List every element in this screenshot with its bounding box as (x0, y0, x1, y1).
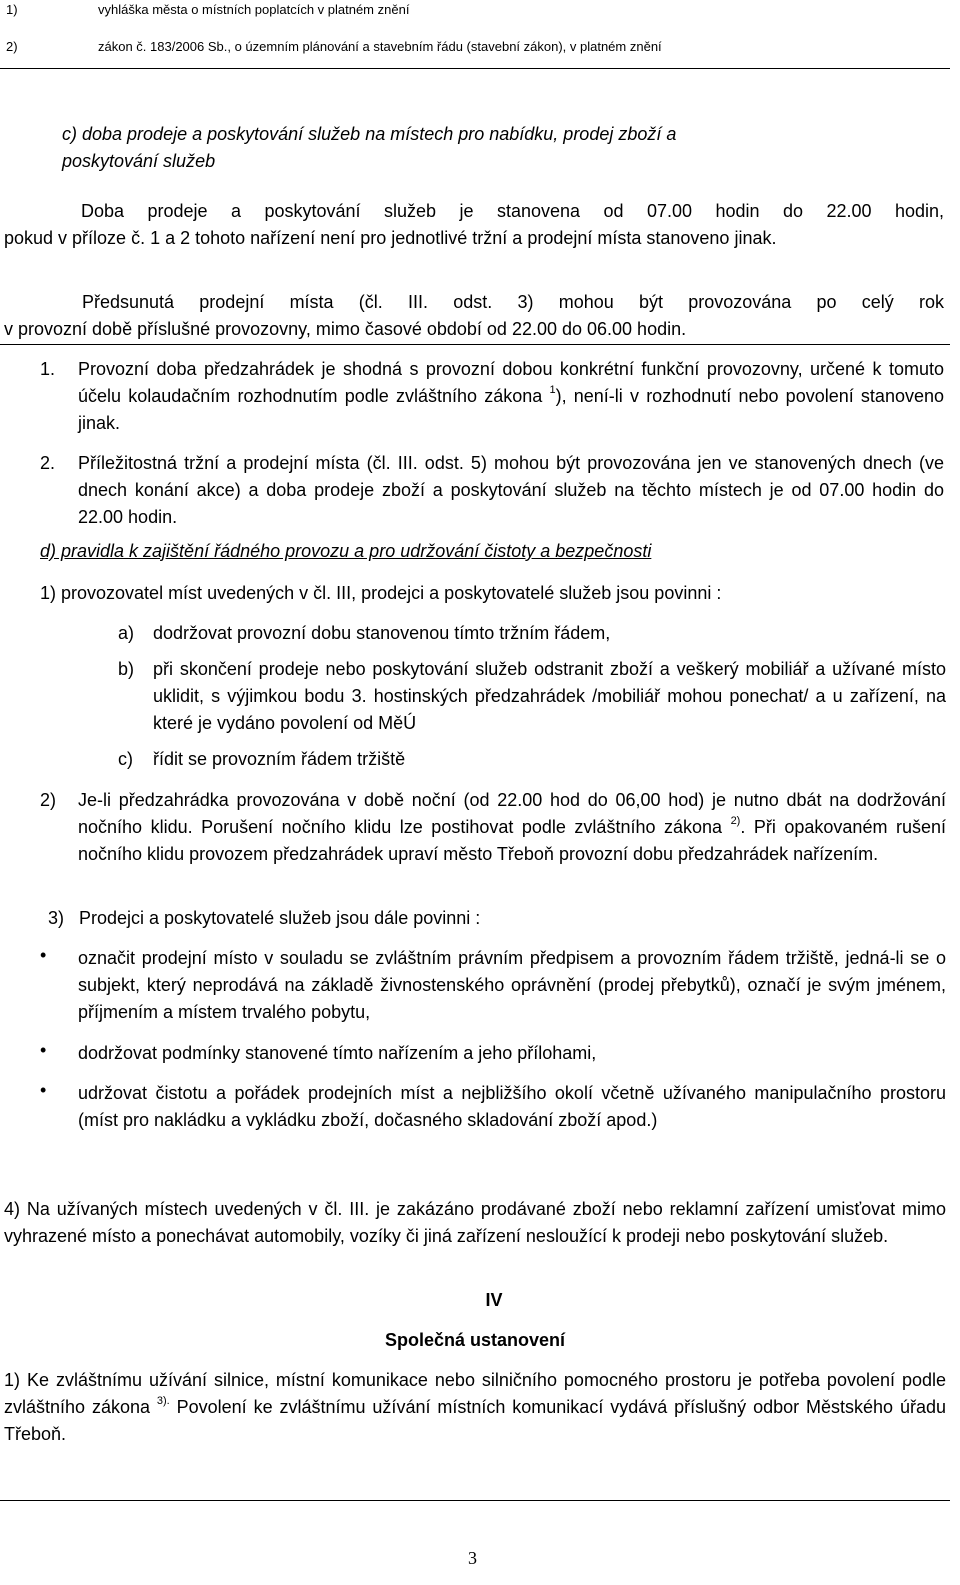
item-letter: b) (118, 659, 135, 679)
section-d-paragraph-3: 3) Prodejci a poskytovatelé služeb jsou dále povinni : (48, 908, 481, 928)
section-c-heading (62, 121, 922, 175)
bullet-icon: • (40, 945, 47, 965)
paragraph-text: pokud v příloze č. 1 a 2 tohoto nařízení není pro jednotlivé tržní a prodejní místa stanoveno jinak. (4, 228, 777, 248)
item-number: 2. (40, 453, 56, 473)
duty-item-c: řídit se provozním řádem tržiště (153, 749, 406, 769)
section-d-paragraph-4: 4) Na užívaných místech uvedených v čl. III. je zakázáno prodávané zboží nebo reklamní zařízení umisťovat mimo vyhrazené místo a ponechávat automobily, vozíky či jiná zařízení nesloužící k prodeji nebo poskytování služeb. (4, 1199, 946, 1246)
bullet-item-2: dodržovat podmínky stanovené tímto nařízením a jeho přílohami, (78, 1043, 597, 1063)
bullet-icon: • (40, 1080, 47, 1100)
item-text: Provozní doba předzahrádek je shodná s provozní dobou konkrétní funkční provozovny, určené k tomuto účelu kolaudačním rozhodnutím podle zvláštního zákona (78, 359, 944, 406)
section-d-heading: d) pravidla k zajištění řádného provozu a pro udržování čistoty a bezpečnosti (40, 541, 652, 561)
paragraph-text: 1) Ke zvláštnímu užívání silnice, místní komunikace nebo silničního pomocného prostoru je potřeba povolení podle zvláštního zákona (4, 1370, 946, 1417)
heading-line: c) doba prodeje a poskytování služeb na místech pro nabídku, prodej zboží a (62, 124, 677, 144)
separator-line (0, 344, 950, 345)
page-number: 3 (468, 1548, 477, 1568)
heading-line: poskytování služeb (62, 151, 216, 171)
section-c-item-2 (78, 450, 944, 531)
item-letter: c) (118, 749, 133, 769)
section-c-item-1 (78, 356, 944, 437)
footnote-number: 2) (6, 39, 18, 54)
bullet-item-1: označit prodejní místo v souladu se zvláštním právním předpisem a provozním řádem tržiště, jedná-li se o subjekt, který neprodává na základě živnostenského oprávnění (prodej přebytků), označí je svým jménem, příjmením a místem trvalého pobytu, (78, 948, 946, 1022)
footnote-separator (0, 68, 950, 69)
footnote-ref: 1 (549, 384, 556, 396)
section-number: IV (485, 1290, 503, 1310)
footnote-1 (6, 2, 906, 20)
paragraph-line: Doba prodeje a poskytování služeb je stanovena od 07.00 hodin do 22.00 hodin, (81, 201, 944, 221)
footnote-ref: 3). (156, 1395, 170, 1407)
footnote-text: vyhláška města o místních poplatcích v platném znění (98, 2, 410, 17)
footnote-number: 1) (6, 2, 18, 17)
item-letter: a) (118, 623, 135, 643)
paragraph-text: Je-li předzahrádka provozována v době noční (od 22.00 hod do 06,00 hod) je nutno dbát na dodržování nočního klidu. Porušení nočního klidu lze postihovat podle zvláštního zákona (78, 790, 946, 837)
paragraph-text: . Při opakovaném rušení nočního klidu provozem předzahrádek upraví město Třeboň provozní dobu předzahrádek nařízením. (78, 817, 946, 864)
section-c-paragraph-2 (4, 289, 944, 343)
paragraph-number: 2) (40, 790, 57, 810)
item-text: ), není-li v rozhodnutí nebo povolení stanoveno jinak. (78, 386, 944, 433)
section-d-paragraph-2 (78, 787, 946, 868)
footnote-text: zákon č. 183/2006 Sb., o územním plánování a stavebním řádu (stavební zákon), v platném znění (98, 39, 662, 54)
footer-separator (0, 1500, 950, 1501)
bullet-item-3: udržovat čistotu a pořádek prodejních míst a nejbližšího okolí včetně užívaného manipulačního prostoru (míst pro nakládku a vykládku zboží, dočasného skladování zboží apod.) (78, 1083, 946, 1130)
paragraph-line: Předsunutá prodejní místa (čl. III. odst. 3) mohou být provozována po celý rok (82, 292, 944, 312)
paragraph-text: Povolení ke zvláštnímu užívání místních komunikací vydává příslušný odbor Městského úřadu Třeboň. (4, 1397, 946, 1444)
bullet-icon: • (40, 1040, 47, 1060)
paragraph-line: v provozní době příslušné provozovny, mimo časové období od 22.00 do 06.00 hodin. (4, 319, 687, 339)
footnote-ref: 2) (730, 815, 741, 827)
section-iv-paragraph-1 (4, 1367, 946, 1448)
duty-item-a: dodržovat provozní dobu stanovenou tímto tržním řádem, (153, 623, 611, 643)
duty-item-b: při skončení prodeje nebo poskytování služeb odstranit zboží a veškerý mobiliář a užívané místo uklidit, s výjimkou bodu 3. hostinských předzahrádek /mobiliář mohou ponechat/ a u zařízení, na které je vydáno povolení od MěÚ (153, 659, 946, 733)
item-number: 1. (40, 359, 56, 379)
item-text: Příležitostná tržní a prodejní místa (čl. III. odst. 5) mohou být provozována jen ve stanovených dnech (ve dnech konání akce) a doba prodeje zboží a poskytování služeb na těchto místech je od 07.00 hodin do 22.00 hodin. (78, 453, 944, 527)
section-c-paragraph-1 (4, 198, 944, 252)
footnote-2 (6, 39, 906, 57)
section-title: Společná ustanovení (384, 1330, 566, 1350)
section-d-paragraph-1: 1) provozovatel míst uvedených v čl. III, prodejci a poskytovatelé služeb jsou povinni : (40, 583, 722, 603)
